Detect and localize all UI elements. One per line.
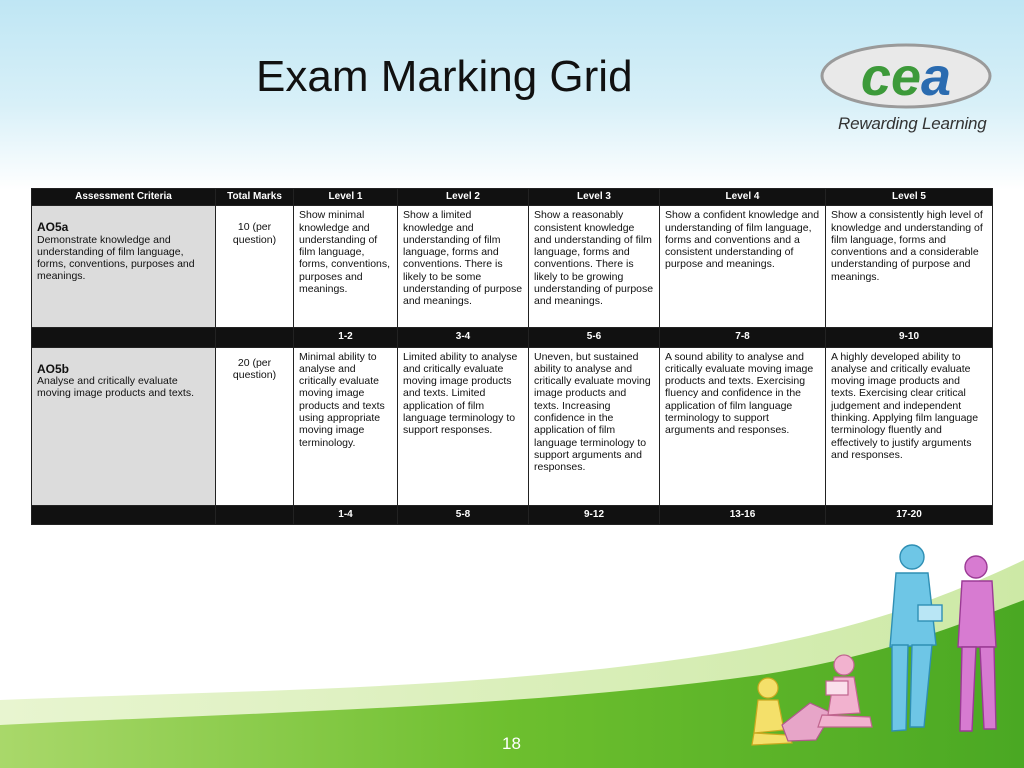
criterion-cell [32, 347, 216, 505]
header-level-2: Level 2 [398, 189, 529, 206]
mark-band-level-4: 13-16 [660, 505, 826, 524]
students-illustration [740, 535, 1024, 768]
level-5-descriptor: A highly developed ability to analyse and critically evaluate moving image products and texts. Exercising clear critical judgement and independent thinking. Applying film language terminology fluently and effectively to justify arguments and responses. [826, 347, 993, 505]
mark-band-level-1: 1-4 [294, 505, 398, 524]
header-row [32, 189, 993, 206]
total-marks-cell [216, 347, 294, 505]
mark-band-level-1: 1-2 [294, 328, 398, 347]
mark-band-level-2: 3-4 [398, 328, 529, 347]
level-4-descriptor: A sound ability to analyse and critically evaluate moving image products and texts. Exercising fluency and confidence in the application of film language terminology to support arguments and responses. [660, 347, 826, 505]
mark-band-level-5: 17-20 [826, 505, 993, 524]
mark-band-empty [216, 328, 294, 347]
marking-grid-table [31, 188, 993, 525]
criterion-cell [32, 206, 216, 328]
mark-band-row-ao5a [32, 328, 993, 347]
level-1-descriptor: Show minimal knowledge and understanding of film language, forms, conventions, purposes and meanings. [294, 206, 398, 328]
total-marks-value: 20 (per question) [232, 356, 277, 381]
header-level-1: Level 1 [294, 189, 398, 206]
criterion-text: Demonstrate knowledge and understanding of film language, forms, conventions, purposes and meanings. [37, 233, 195, 283]
header-level-5: Level 5 [826, 189, 993, 206]
mark-band-level-3: 5-6 [529, 328, 660, 347]
mark-band-row-ao5b [32, 505, 993, 524]
level-5-descriptor: Show a consistently high level of knowledge and understanding of film language, forms and conventions and a considerable understanding of purpose and meanings. [826, 206, 993, 328]
level-3-descriptor: Show a reasonably consistent knowledge and understanding of film language, forms and conventions. There is likely to be growing understanding of purpose and meanings. [529, 206, 660, 328]
level-2-descriptor: Show a limited knowledge and understanding of film language, forms and conventions. There is likely to be some understanding of purpose and meanings. [398, 206, 529, 328]
page-title: Exam Marking Grid [256, 52, 633, 101]
logo-tagline: Rewarding Learning [838, 114, 987, 133]
table-row-ao5a [32, 206, 993, 328]
page-number: 18 [502, 734, 521, 753]
total-marks-cell [216, 206, 294, 328]
mark-band-empty [216, 505, 294, 524]
level-4-descriptor: Show a confident knowledge and understanding of film language, forms and conventions and a consistent understanding of purpose and meanings. [660, 206, 826, 328]
level-3-descriptor: Uneven, but sustained ability to analyse and critically evaluate moving image products and texts. Increasing confidence in the application of film language terminology to support arguments and responses. [529, 347, 660, 505]
header-assessment-criteria: Assessment Criteria [32, 189, 216, 206]
level-1-descriptor: Minimal ability to analyse and critically evaluate moving image products and texts using appropriate moving image terminology. [294, 347, 398, 505]
header-level-4: Level 4 [660, 189, 826, 206]
level-2-descriptor: Limited ability to analyse and critically evaluate moving image products and texts. Limited application of film language terminology to support responses. [398, 347, 529, 505]
total-marks-value: 10 (per question) [232, 221, 277, 246]
svg-text:cea: cea [860, 47, 952, 107]
header-level-3: Level 3 [529, 189, 660, 206]
header-total-marks: Total Marks [216, 189, 294, 206]
criterion-text: Analyse and critically evaluate moving image products and texts. [37, 374, 194, 400]
mark-band-empty [32, 328, 216, 347]
criterion-code: AO5a [37, 220, 69, 235]
mark-band-empty [32, 505, 216, 524]
mark-band-level-5: 9-10 [826, 328, 993, 347]
mark-band-level-4: 7-8 [660, 328, 826, 347]
table-row-ao5b [32, 347, 993, 505]
mark-band-level-2: 5-8 [398, 505, 529, 524]
mark-band-level-3: 9-12 [529, 505, 660, 524]
criterion-code: AO5b [37, 361, 70, 376]
